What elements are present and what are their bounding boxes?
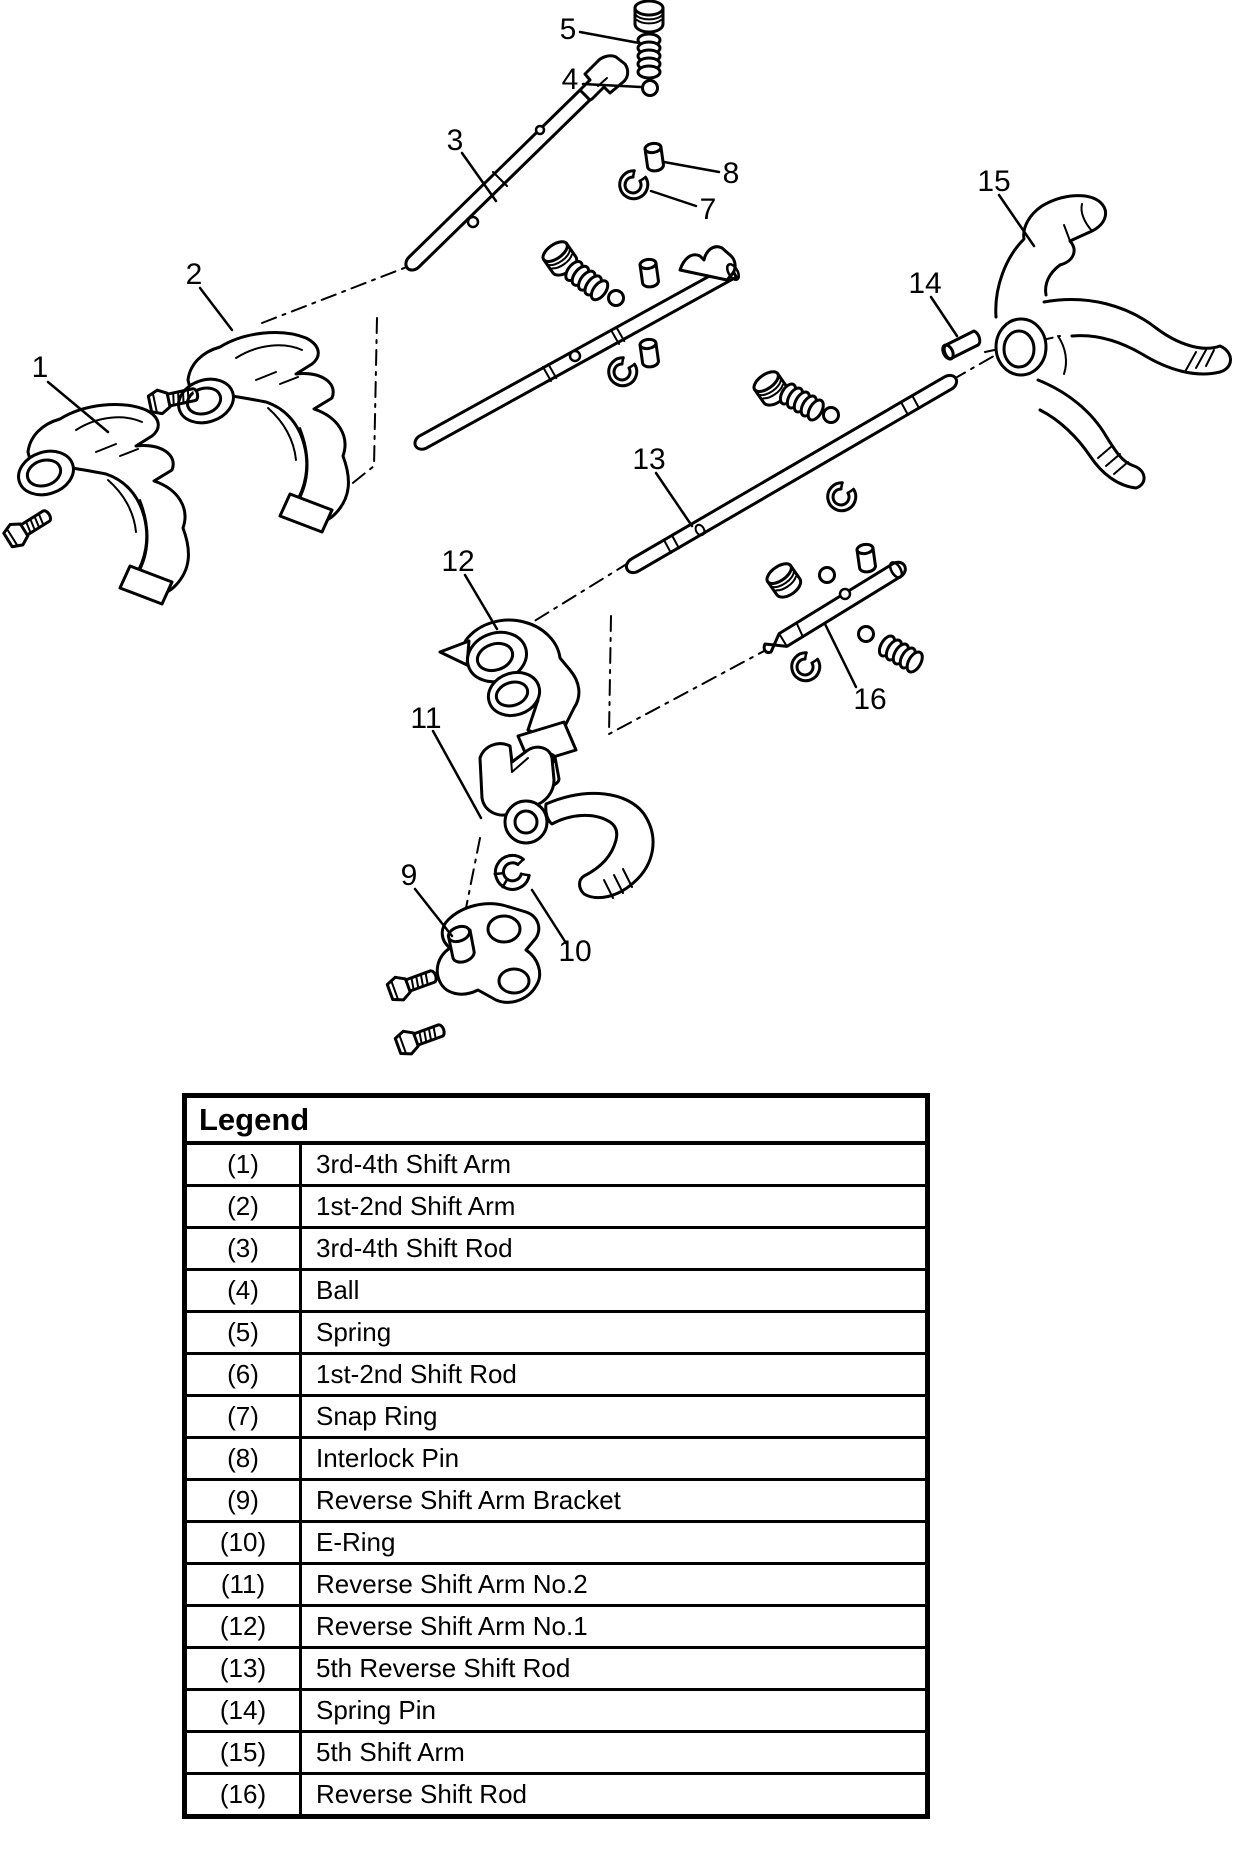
legend-num: (10) — [187, 1523, 302, 1562]
legend-row-11 — [187, 1565, 925, 1607]
legend-name: 1st-2nd Shift Arm — [316, 1191, 516, 1221]
legend-num: (9) — [187, 1481, 302, 1520]
legend-name: Reverse Shift Arm No.1 — [316, 1611, 588, 1641]
legend-row-16 — [187, 1775, 925, 1814]
legend-row-10 — [187, 1523, 925, 1565]
legend-num: (14) — [187, 1691, 302, 1730]
part-ball-4 — [643, 81, 658, 96]
part-pin-16 — [856, 543, 876, 572]
part-3rd-4th-shift-arm — [13, 404, 189, 604]
callout-12: 12 — [441, 545, 475, 578]
legend-num: (7) — [187, 1397, 302, 1436]
callout-8: 8 — [722, 157, 740, 190]
part-e-ring-10 — [490, 851, 532, 894]
legend-num: (4) — [187, 1271, 302, 1310]
part-ball-mid — [609, 291, 624, 306]
legend-row-4 — [187, 1271, 925, 1313]
legend-title: Legend — [187, 1098, 925, 1145]
legend-name: Reverse Shift Arm Bracket — [316, 1485, 621, 1515]
callout-2: 2 — [185, 258, 203, 291]
part-plug-16 — [764, 560, 805, 601]
legend-name: 5th Shift Arm — [316, 1737, 465, 1767]
legend-row-15 — [187, 1733, 925, 1775]
part-snap-ring-16 — [787, 649, 824, 686]
part-3rd-4th-shift-rod — [406, 56, 628, 270]
part-interlock-pin-lower — [639, 338, 659, 367]
part-ball-16b — [859, 627, 874, 642]
legend-row-3 — [187, 1229, 925, 1271]
legend-row-7 — [187, 1397, 925, 1439]
legend-row-6 — [187, 1355, 925, 1397]
legend-num: (11) — [187, 1565, 302, 1604]
callout-16: 16 — [853, 683, 887, 716]
part-plug-top — [635, 1, 663, 32]
legend-name: Reverse Shift Rod — [316, 1779, 527, 1809]
callout-13: 13 — [632, 443, 666, 476]
callout-9: 9 — [400, 859, 418, 892]
legend-name: 5th Reverse Shift Rod — [316, 1653, 571, 1683]
callout-10: 10 — [558, 935, 592, 968]
legend-row-12 — [187, 1607, 925, 1649]
part-ball-16a — [820, 568, 835, 583]
callout-1: 1 — [31, 351, 49, 384]
callout-14: 14 — [908, 267, 942, 300]
assembly-centerlines — [262, 265, 1060, 928]
legend-row-9 — [187, 1481, 925, 1523]
callout-15: 15 — [977, 165, 1011, 198]
part-snap-ring-13 — [823, 479, 860, 516]
legend-name: 1st-2nd Shift Rod — [316, 1359, 517, 1389]
part-1st-2nd-shift-arm — [173, 332, 349, 532]
legend-num: (2) — [187, 1187, 302, 1226]
part-reverse-shift-arm-bracket — [437, 904, 539, 1003]
legend-name: 3rd-4th Shift Arm — [316, 1149, 512, 1179]
part-snap-ring-7 — [615, 167, 652, 204]
legend-num: (6) — [187, 1355, 302, 1394]
part-ball-13 — [824, 408, 839, 423]
legend-num: (12) — [187, 1607, 302, 1646]
part-spring-pin-14 — [941, 331, 980, 361]
legend-row-13 — [187, 1649, 925, 1691]
legend-row-14 — [187, 1691, 925, 1733]
legend-num: (3) — [187, 1229, 302, 1268]
part-spring-16 — [876, 633, 925, 674]
legend-name: E-Ring — [316, 1527, 396, 1557]
legend-row-2 — [187, 1187, 925, 1229]
part-interlock-pin-upper — [639, 258, 659, 287]
callout-11: 11 — [410, 702, 442, 735]
part-bolt-1 — [2, 504, 56, 550]
legend-num: (13) — [187, 1649, 302, 1688]
legend-num: (8) — [187, 1439, 302, 1478]
callout-3: 3 — [446, 124, 464, 157]
legend-row-1 — [187, 1145, 925, 1187]
part-bolt-9b — [394, 1018, 448, 1057]
legend-num: (5) — [187, 1313, 302, 1352]
legend-num: (1) — [187, 1145, 302, 1184]
legend-num: (16) — [187, 1775, 302, 1814]
legend-name: Interlock Pin — [316, 1443, 460, 1473]
legend-table — [182, 1093, 930, 1819]
legend-name: Spring — [316, 1317, 392, 1347]
legend-name: Spring Pin — [316, 1695, 436, 1725]
legend-name: Snap Ring — [316, 1401, 438, 1431]
part-spring-13 — [777, 381, 826, 422]
callout-4: 4 — [561, 63, 579, 96]
part-bolt-9a — [386, 964, 440, 1003]
part-spring-mid — [563, 259, 611, 303]
legend-name: 3rd-4th Shift Rod — [316, 1233, 513, 1263]
callout-5: 5 — [559, 13, 577, 46]
callout-7: 7 — [699, 193, 717, 226]
legend-name: Ball — [316, 1275, 360, 1305]
part-snap-ring-mid — [604, 354, 641, 391]
part-interlock-pin-8 — [644, 142, 664, 171]
legend-row-5 — [187, 1313, 925, 1355]
legend-name: Reverse Shift Arm No.2 — [316, 1569, 588, 1599]
legend-num: (15) — [187, 1733, 302, 1772]
part-spring-5 — [638, 34, 660, 78]
legend-row-8 — [187, 1439, 925, 1481]
